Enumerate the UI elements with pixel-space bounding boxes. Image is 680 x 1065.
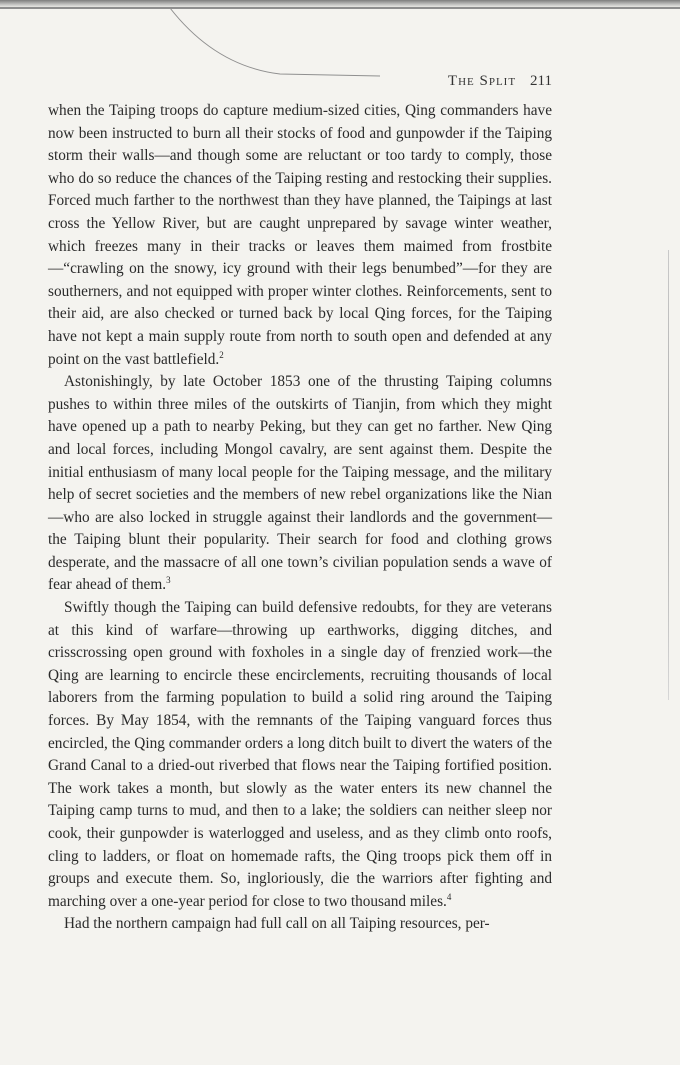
paragraph-2: Astonishingly, by late October 1853 one of the thrusting Taiping columns pushes to within three miles of the outskirts of Tianjin, from which they might have opened up a path to nearby Peking, but they can get no farther. New Qing and local forces, including Mongol cavalry, are sent against them. Despite the initial enthusiasm of many local people for the Taiping message, and the military help of secret societies and the members of new rebel organizations like the Nian—who are also locked in struggle against their landlords and the government—the Taiping blunt their popularity. Their search for food and clothing grows desperate, and the massacre of all one town’s civilian population sends a wave of fear ahead of them.$^3$: [48, 373, 552, 594]
paragraph-3: Swiftly though the Taiping can build defensive redoubts, for they are veterans at this kind of warfare—throwing up earthworks, digging ditches, and crisscrossing open ground with foxholes in a single day of frenzied work—the Qing are learning to encircle these encirclements, recruiting thousands of local laborers from the farming population to build a solid ring around the Taiping forces. By May 1854, with the remnants of the Taiping vanguard forces thus encircled, the Qing commander orders a long ditch built to divert the waters of the Grand Canal to a dried-out riverbed that flows near the Taiping fortified position. The work takes a month, but slowly as the water enters its new channel the Taiping camp turns to mud, and then to a lake; the soldiers can neither sleep nor cook, their gunpowder is waterlogged and useless, and as they climb onto roofs, cling to ladders, or float on homemade rafts, the Qing troops pick them off in groups and execute them. So, ingloriously, die the warriors after fighting and marching over a one-year period for close to two thousand miles.$^4$: [48, 599, 552, 910]
page-edge-shadow: [668, 250, 669, 700]
footnote-ref: 2: [219, 349, 224, 360]
running-title: The Split: [447, 73, 517, 89]
page-number: 211: [530, 73, 552, 89]
body-text: [48, 100, 552, 936]
running-header: [0, 73, 552, 90]
paragraph-4: Had the northern campaign had full call on all Taiping resources, per-: [64, 915, 490, 933]
footnote-ref: 3: [166, 575, 171, 586]
paragraph-1: when the Taiping troops do capture medium-sized cities, Qing commanders have now been instructed to burn all their stocks of food and gunpowder if the Taiping storm their walls—and though some are reluctant or too tardy to comply, those who do so reduce the chances of the Taiping resting and restocking their supplies. Forced much farther to the northwest than they have planned, the Taipings at last cross the Yellow River, but are caught unprepared by savage winter weather, which freezes many in their tracks or leaves them maimed from frostbite—“crawling on the snowy, icy ground with their legs benumbed”—for they are southerners, and not equipped with proper winter clothes. Reinforcements, sent to their aid, are also checked or turned back by local Qing forces, for the Taiping have not kept a main supply route from north to south open and defended at any point on the vast battlefield.$^2$: [48, 102, 552, 368]
footnote-ref: 4: [446, 891, 452, 902]
